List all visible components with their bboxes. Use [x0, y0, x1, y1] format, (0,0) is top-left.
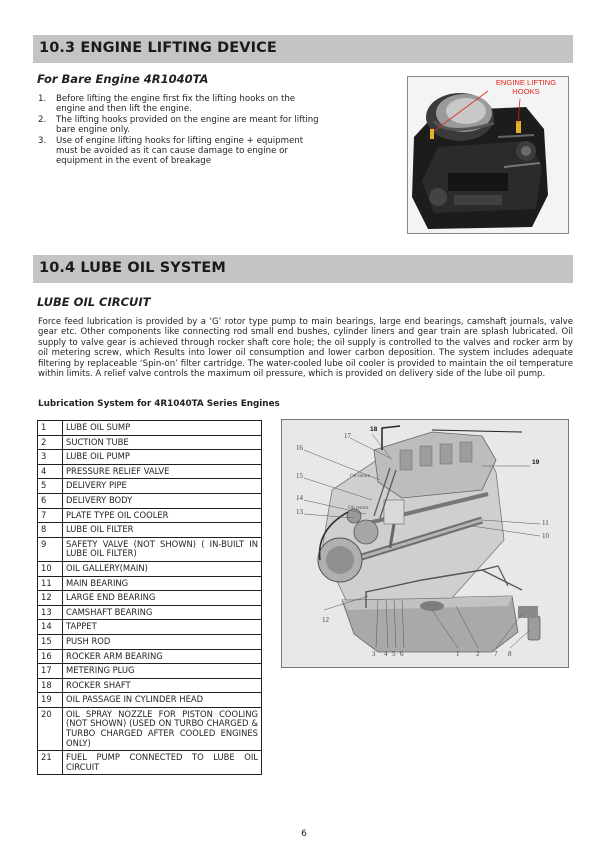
table-row [38, 693, 262, 708]
part-name: PUSH ROD [63, 634, 262, 649]
table-row [38, 649, 262, 664]
part-number: 19 [38, 693, 63, 708]
part-number: 16 [38, 649, 63, 664]
part-number: 18 [38, 678, 63, 693]
part-name: ROCKER SHAFT [63, 678, 262, 693]
part-number: 13 [38, 605, 63, 620]
part-name: TAPPET [63, 620, 262, 635]
section-subtitle: LUBE OIL CIRCUIT [37, 295, 151, 309]
list-item: 1. Before lifting the engine first fix the lifting hooks on the engine and then lift the engine. [38, 94, 296, 115]
table-row [38, 678, 262, 693]
oil-return-label: Oil return [350, 473, 371, 479]
table-row [38, 523, 262, 538]
part-name: MAIN BEARING [63, 576, 262, 591]
engine-photo-illustration [408, 77, 568, 233]
part-name: DELIVERY PIPE [63, 479, 262, 494]
diagram-callout-number: 11 [542, 519, 549, 527]
part-number: 12 [38, 591, 63, 606]
part-name: SAFETY VALVE (NOT SHOWN) ( IN-BUILT IN LUBE OIL FILTER) [63, 537, 262, 561]
engine-cutaway-diagram [282, 420, 568, 667]
part-number: 5 [38, 479, 63, 494]
part-number: 3 [38, 450, 63, 465]
table-row [38, 605, 262, 620]
diagram-callout-number: 18 [370, 426, 378, 433]
diagram-callout-number: 10 [542, 532, 549, 540]
diagram-callout-number: 5 [392, 650, 396, 658]
part-number: 15 [38, 634, 63, 649]
photo-callout-label: ENGINE LIFTING HOOKS [495, 78, 557, 97]
diagram-callout-number: 3 [372, 650, 376, 658]
diagram-callout-number: 8 [508, 650, 512, 658]
table-row [38, 464, 262, 479]
part-name: SUCTION TUBE [63, 435, 262, 450]
lube-oil-description: Force feed lubrication is provided by a ‘G’ rotor type pump to main bearings, large end bearings, camshaft journals, valve gear etc. Other components like connecting rod small end bushes, cylinder liners and gear train are splash lubricated. Oil supply to valve gear is achieved through rocker shaft core hole; the oil supply is controlled to the valves and rocker arm by oil metering screw, which Results into lower oil consumption and lower carbon deposition. The system includes adequate filtering by replaceable ‘Spin-on’ filter cartridge. The water-cooled lube oil cooler is provided to maintain the oil temperature within limits. A relief valve controls the maximum oil pressure, which is provided on delivery side of the lube oil pump. [38, 317, 573, 380]
diagram-callout-number: 13 [296, 508, 303, 516]
lubrication-parts-table [37, 420, 262, 775]
part-name: DELIVERY BODY [63, 493, 262, 508]
part-number: 10 [38, 561, 63, 576]
part-name: METERING PLUG [63, 664, 262, 679]
lube-oil-circuit-diagram [281, 419, 569, 668]
table-row [38, 751, 262, 775]
section-header-10-4 [33, 255, 573, 283]
diagram-callout-number: 14 [296, 494, 303, 502]
part-name: LUBE OIL SUMP [63, 421, 262, 436]
table-row [38, 620, 262, 635]
part-name: ROCKER ARM BEARING [63, 649, 262, 664]
diagram-callout-number: 6 [400, 650, 404, 658]
table-row [38, 707, 262, 750]
diagram-callout-number: 16 [296, 444, 303, 452]
part-name: PRESSURE RELIEF VALVE [63, 464, 262, 479]
table-row [38, 664, 262, 679]
table-row [38, 450, 262, 465]
diagram-callout-number: 1 [456, 650, 460, 658]
list-item: 2. The lifting hooks provided on the engine are meant for lifting bare engine only. [38, 114, 319, 136]
list-item: 3. Use of engine lifting hooks for lifting engine + equipment must be avoided as it can cause damage to engine or equipment in the event of breakage [38, 135, 304, 167]
diagram-callout-number: 15 [296, 472, 303, 480]
part-name: LUBE OIL PUMP [63, 450, 262, 465]
part-name: OIL GALLERY(MAIN) [63, 561, 262, 576]
page-number: 6 [301, 829, 307, 839]
table-row [38, 435, 262, 450]
table-row [38, 634, 262, 649]
part-number: 7 [38, 508, 63, 523]
part-number: 8 [38, 523, 63, 538]
diagram-callout-number: 7 [494, 650, 498, 658]
section-title: 10.4 LUBE OIL SYSTEM [39, 260, 226, 276]
table-row [38, 493, 262, 508]
part-name: OIL SPRAY NOZZLE FOR PISTON COOLING (NOT SHOWN) (USED ON TURBO CHARGED & TURBO CHARGED AFTER COOLED ENGINES ONLY) [63, 707, 262, 750]
table-row [38, 561, 262, 576]
diagram-callout-number: 19 [532, 459, 540, 466]
part-number: 9 [38, 537, 63, 561]
diagram-callout-number: 4 [384, 650, 388, 658]
part-name: PLATE TYPE OIL COOLER [63, 508, 262, 523]
part-name: CAMSHAFT BEARING [63, 605, 262, 620]
part-name: LARGE END BEARING [63, 591, 262, 606]
part-number: 6 [38, 493, 63, 508]
part-name: LUBE OIL FILTER [63, 523, 262, 538]
lifting-instructions-list [38, 94, 320, 167]
table-row [38, 591, 262, 606]
part-number: 11 [38, 576, 63, 591]
part-number: 1 [38, 421, 63, 436]
part-number: 2 [38, 435, 63, 450]
section-title: 10.3 ENGINE LIFTING DEVICE [39, 40, 277, 56]
engine-lifting-photo [407, 76, 569, 234]
part-number: 4 [38, 464, 63, 479]
part-number: 20 [38, 707, 63, 750]
diagram-callout-number: 12 [322, 616, 329, 624]
part-name: OIL PASSAGE IN CYLINDER HEAD [63, 693, 262, 708]
part-number: 14 [38, 620, 63, 635]
table-row [38, 576, 262, 591]
diagram-callout-number: 2 [476, 650, 480, 658]
table-row [38, 508, 262, 523]
diagram-callout-number: 17 [344, 432, 351, 440]
section-subtitle: For Bare Engine 4R1040TA [37, 72, 209, 86]
table-title: Lubrication System for 4R1040TA Series Engines [38, 399, 280, 409]
part-number: 21 [38, 751, 63, 775]
table-row [38, 479, 262, 494]
part-number: 17 [38, 664, 63, 679]
oil-return-label: Oil return [348, 505, 369, 511]
table-row [38, 537, 262, 561]
part-name: FUEL PUMP CONNECTED TO LUBE OIL CIRCUIT [63, 751, 262, 775]
section-header-10-3 [33, 35, 573, 63]
table-row [38, 421, 262, 436]
